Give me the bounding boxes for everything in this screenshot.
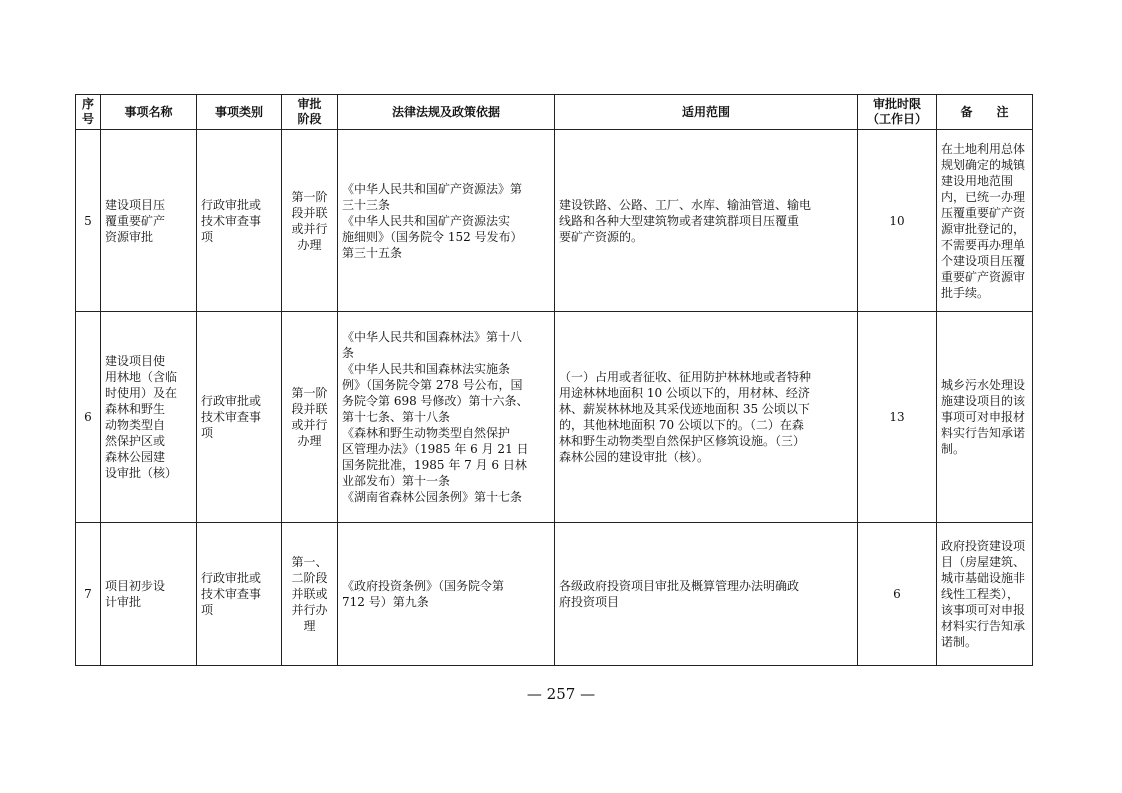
page-number: — 257 —: [526, 685, 596, 703]
header-approval-stage: 审批 阶段: [282, 95, 338, 130]
header-item-category: 事项类别: [197, 95, 282, 130]
row-item-category: 行政审批或 技术审查事 项: [197, 130, 282, 312]
header-no: 序 号: [76, 95, 101, 130]
header-scope: 适用范围: [555, 95, 858, 130]
row-item-name: 建设项目使 用林地（含临 时使用）及在 森林和野生 动物类型自 然保护区或 森林公园建 设审批（核）: [101, 312, 197, 523]
row-no: 6: [76, 312, 101, 523]
table-row: [76, 523, 1033, 666]
header-remarks: 备 注: [937, 95, 1033, 130]
row-scope: （一）占用或者征收、征用防护林林地或者特种 用途林林地面积 10 公顷以下的，用材林、经济 林、薪炭林林地及其采伐迹地面积 35 公顷以下 的，其他林地面积 70 公顷以下的。（二）在森 林和野生动物类型自然保护区修筑设施。（三） 森林公园的建设审批（核）。: [555, 312, 858, 523]
row-remarks: 政府投资建设项 目（房屋建筑、 城市基础设施非 线性工程类）， 该事项可对申报 材料实行告知承 诺制。: [937, 523, 1033, 666]
row-item-name: 建设项目压 覆重要矿产 资源审批: [101, 130, 197, 312]
row-legal-basis: 《中华人民共和国森林法》第十八 条 《中华人民共和国森林法实施条 例》（国务院令第 278 号公布，国 务院令第 698 号修改）第十六条、 第十七条、第十八条 《森林和野生动物类型自然保护 区管理办法》（1985 年 6 月 21 日 国务院批准，1985 年 7 月 6 日林 业部发布）第十一条 《湖南省森林公园条例》第十七条: [338, 312, 555, 523]
row-time-limit: 10: [858, 130, 937, 312]
row-approval-stage: 第一阶 段并联 或并行 办理: [282, 130, 338, 312]
row-item-category: 行政审批或 技术审查事 项: [197, 312, 282, 523]
row-remarks: 城乡污水处理设 施建设项目的该 事项可对申报材 料实行告知承诺 制。: [937, 312, 1033, 523]
row-time-limit: 6: [858, 523, 937, 666]
row-item-category: 行政审批或 技术审查事 项: [197, 523, 282, 666]
row-remarks: 在土地利用总体 规划确定的城镇 建设用地范围 内，已统一办理 压覆重要矿产资 源审批登记的， 不需要再办理单 个建设项目压覆 重要矿产资源审 批手续。: [937, 130, 1033, 312]
header-legal-basis: 法律法规及政策依据: [338, 95, 555, 130]
header-item-name: 事项名称: [101, 95, 197, 130]
approval-items-table: [75, 94, 1033, 666]
row-time-limit: 13: [858, 312, 937, 523]
row-scope: 各级政府投资项目审批及概算管理办法明确政 府投资项目: [555, 523, 858, 666]
table-row: [76, 312, 1033, 523]
row-no: 5: [76, 130, 101, 312]
table-header-row: [76, 95, 1033, 130]
header-time-limit: 审批时限 （工作日）: [858, 95, 937, 130]
row-scope: 建设铁路、公路、工厂、水库、输油管道、输电 线路和各种大型建筑物或者建筑群项目压覆重 要矿产资源的。: [555, 130, 858, 312]
row-legal-basis: 《政府投资条例》（国务院令第 712 号）第九条: [338, 523, 555, 666]
row-approval-stage: 第一、 二阶段 并联或 并行办 理: [282, 523, 338, 666]
table-row: [76, 130, 1033, 312]
row-approval-stage: 第一阶 段并联 或并行 办理: [282, 312, 338, 523]
row-no: 7: [76, 523, 101, 666]
row-item-name: 项目初步设 计审批: [101, 523, 197, 666]
row-legal-basis: 《中华人民共和国矿产资源法》第 三十三条 《中华人民共和国矿产资源法实 施细则》（国务院令 152 号发布） 第三十五条: [338, 130, 555, 312]
